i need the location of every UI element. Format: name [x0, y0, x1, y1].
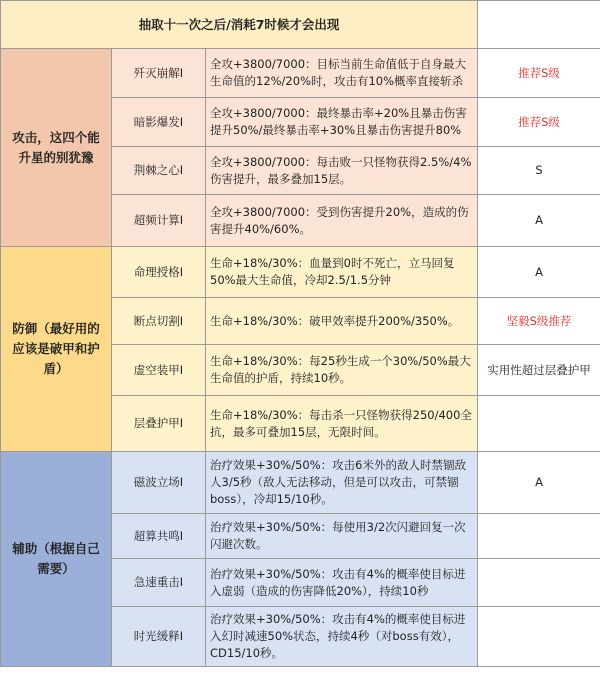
- skill-name: 荆棘之心I: [112, 147, 206, 195]
- skill-rating: [478, 607, 600, 667]
- skill-rating: 推荐S级: [478, 49, 600, 98]
- skill-desc: 全攻+3800/7000：最终暴击率+20%且暴击伤害提升50%/最终暴击率+30%且暴击伤害提升80%: [206, 98, 478, 147]
- skill-desc: 全攻+3800/7000：每击败一只怪物获得2.5%/4%伤害提升，最多叠加15层。: [206, 147, 478, 195]
- skill-desc: 治疗效果+30%/50%：攻击6米外的敌人时禁锢敌人3/5秒（敌人无法移动，但是可以攻击，可禁锢boss），冷却15/10秒。: [206, 452, 478, 514]
- skill-name: 歼灭崩解I: [112, 49, 206, 98]
- skill-rating: 实用性超过层叠护甲: [478, 345, 600, 396]
- table-row: [1, 49, 600, 98]
- skill-name: 暗影爆发I: [112, 98, 206, 147]
- table-row: [1, 247, 600, 298]
- skill-rating: [478, 396, 600, 452]
- skill-desc: 生命+18%/30%：破甲效率提升200%/350%。: [206, 298, 478, 345]
- category-support: 辅助（根据自己需要）: [1, 452, 112, 667]
- table-title: 抽取十一次之后/消耗7时候才会出现: [1, 1, 478, 49]
- skill-rating: 推荐S级: [478, 98, 600, 147]
- skill-name: 急速重击I: [112, 559, 206, 607]
- skill-desc: 治疗效果+30%/50%：每使用3/2次闪避回复一次闪避次数。: [206, 514, 478, 559]
- skill-desc: 治疗效果+30%/50%：攻击有4%的概率使目标进入虚弱（造成的伤害降低20%），持续10秒: [206, 559, 478, 607]
- skill-name: 磁波立场I: [112, 452, 206, 514]
- skill-rating: A: [478, 452, 600, 514]
- skill-desc: 生命+18%/30%：每25秒生成一个30%/50%最大生命值的护盾，持续10秒。: [206, 345, 478, 396]
- skill-name: 超算共鸣I: [112, 514, 206, 559]
- skill-rating: 坚毅S级推荐: [478, 298, 600, 345]
- category-defense: 防御（最好用的应该是破甲和护盾）: [1, 247, 112, 452]
- skill-name: 时光缓释I: [112, 607, 206, 667]
- title-row: [1, 1, 600, 49]
- skill-desc: 生命+18%/30%：每击杀一只怪物获得250/400全抗，最多可叠加15层，无限时间。: [206, 396, 478, 452]
- skill-desc: 全攻+3800/7000：目标当前生命值低于自身最大生命值的12%/20%时，攻击有10%概率直接斩杀: [206, 49, 478, 98]
- category-attack: 攻击，这四个能升星的别犹豫: [1, 49, 112, 247]
- skill-name: 断点切割I: [112, 298, 206, 345]
- skill-rating: A: [478, 247, 600, 298]
- skill-rating: [478, 559, 600, 607]
- title-blank-cell: [478, 1, 600, 49]
- skill-desc: 全攻+3800/7000：受到伤害提升20%，造成的伤害提升40%/60%。: [206, 195, 478, 247]
- table-row: [1, 452, 600, 514]
- skill-name: 超频计算I: [112, 195, 206, 247]
- skill-name: 层叠护甲I: [112, 396, 206, 452]
- skill-desc: 治疗效果+30%/50%：攻击有4%的概率使目标进入幻时减速50%状态，持续4秒（对boss有效），CD15/10秒。: [206, 607, 478, 667]
- skill-name: 命理授格I: [112, 247, 206, 298]
- skill-rating: [478, 514, 600, 559]
- skill-desc: 生命+18%/30%：血量到0时不死亡，立马回复50%最大生命值，冷却2.5/1.5分钟: [206, 247, 478, 298]
- skill-rating: S: [478, 147, 600, 195]
- skill-name: 虚空装甲I: [112, 345, 206, 396]
- skill-rating: A: [478, 195, 600, 247]
